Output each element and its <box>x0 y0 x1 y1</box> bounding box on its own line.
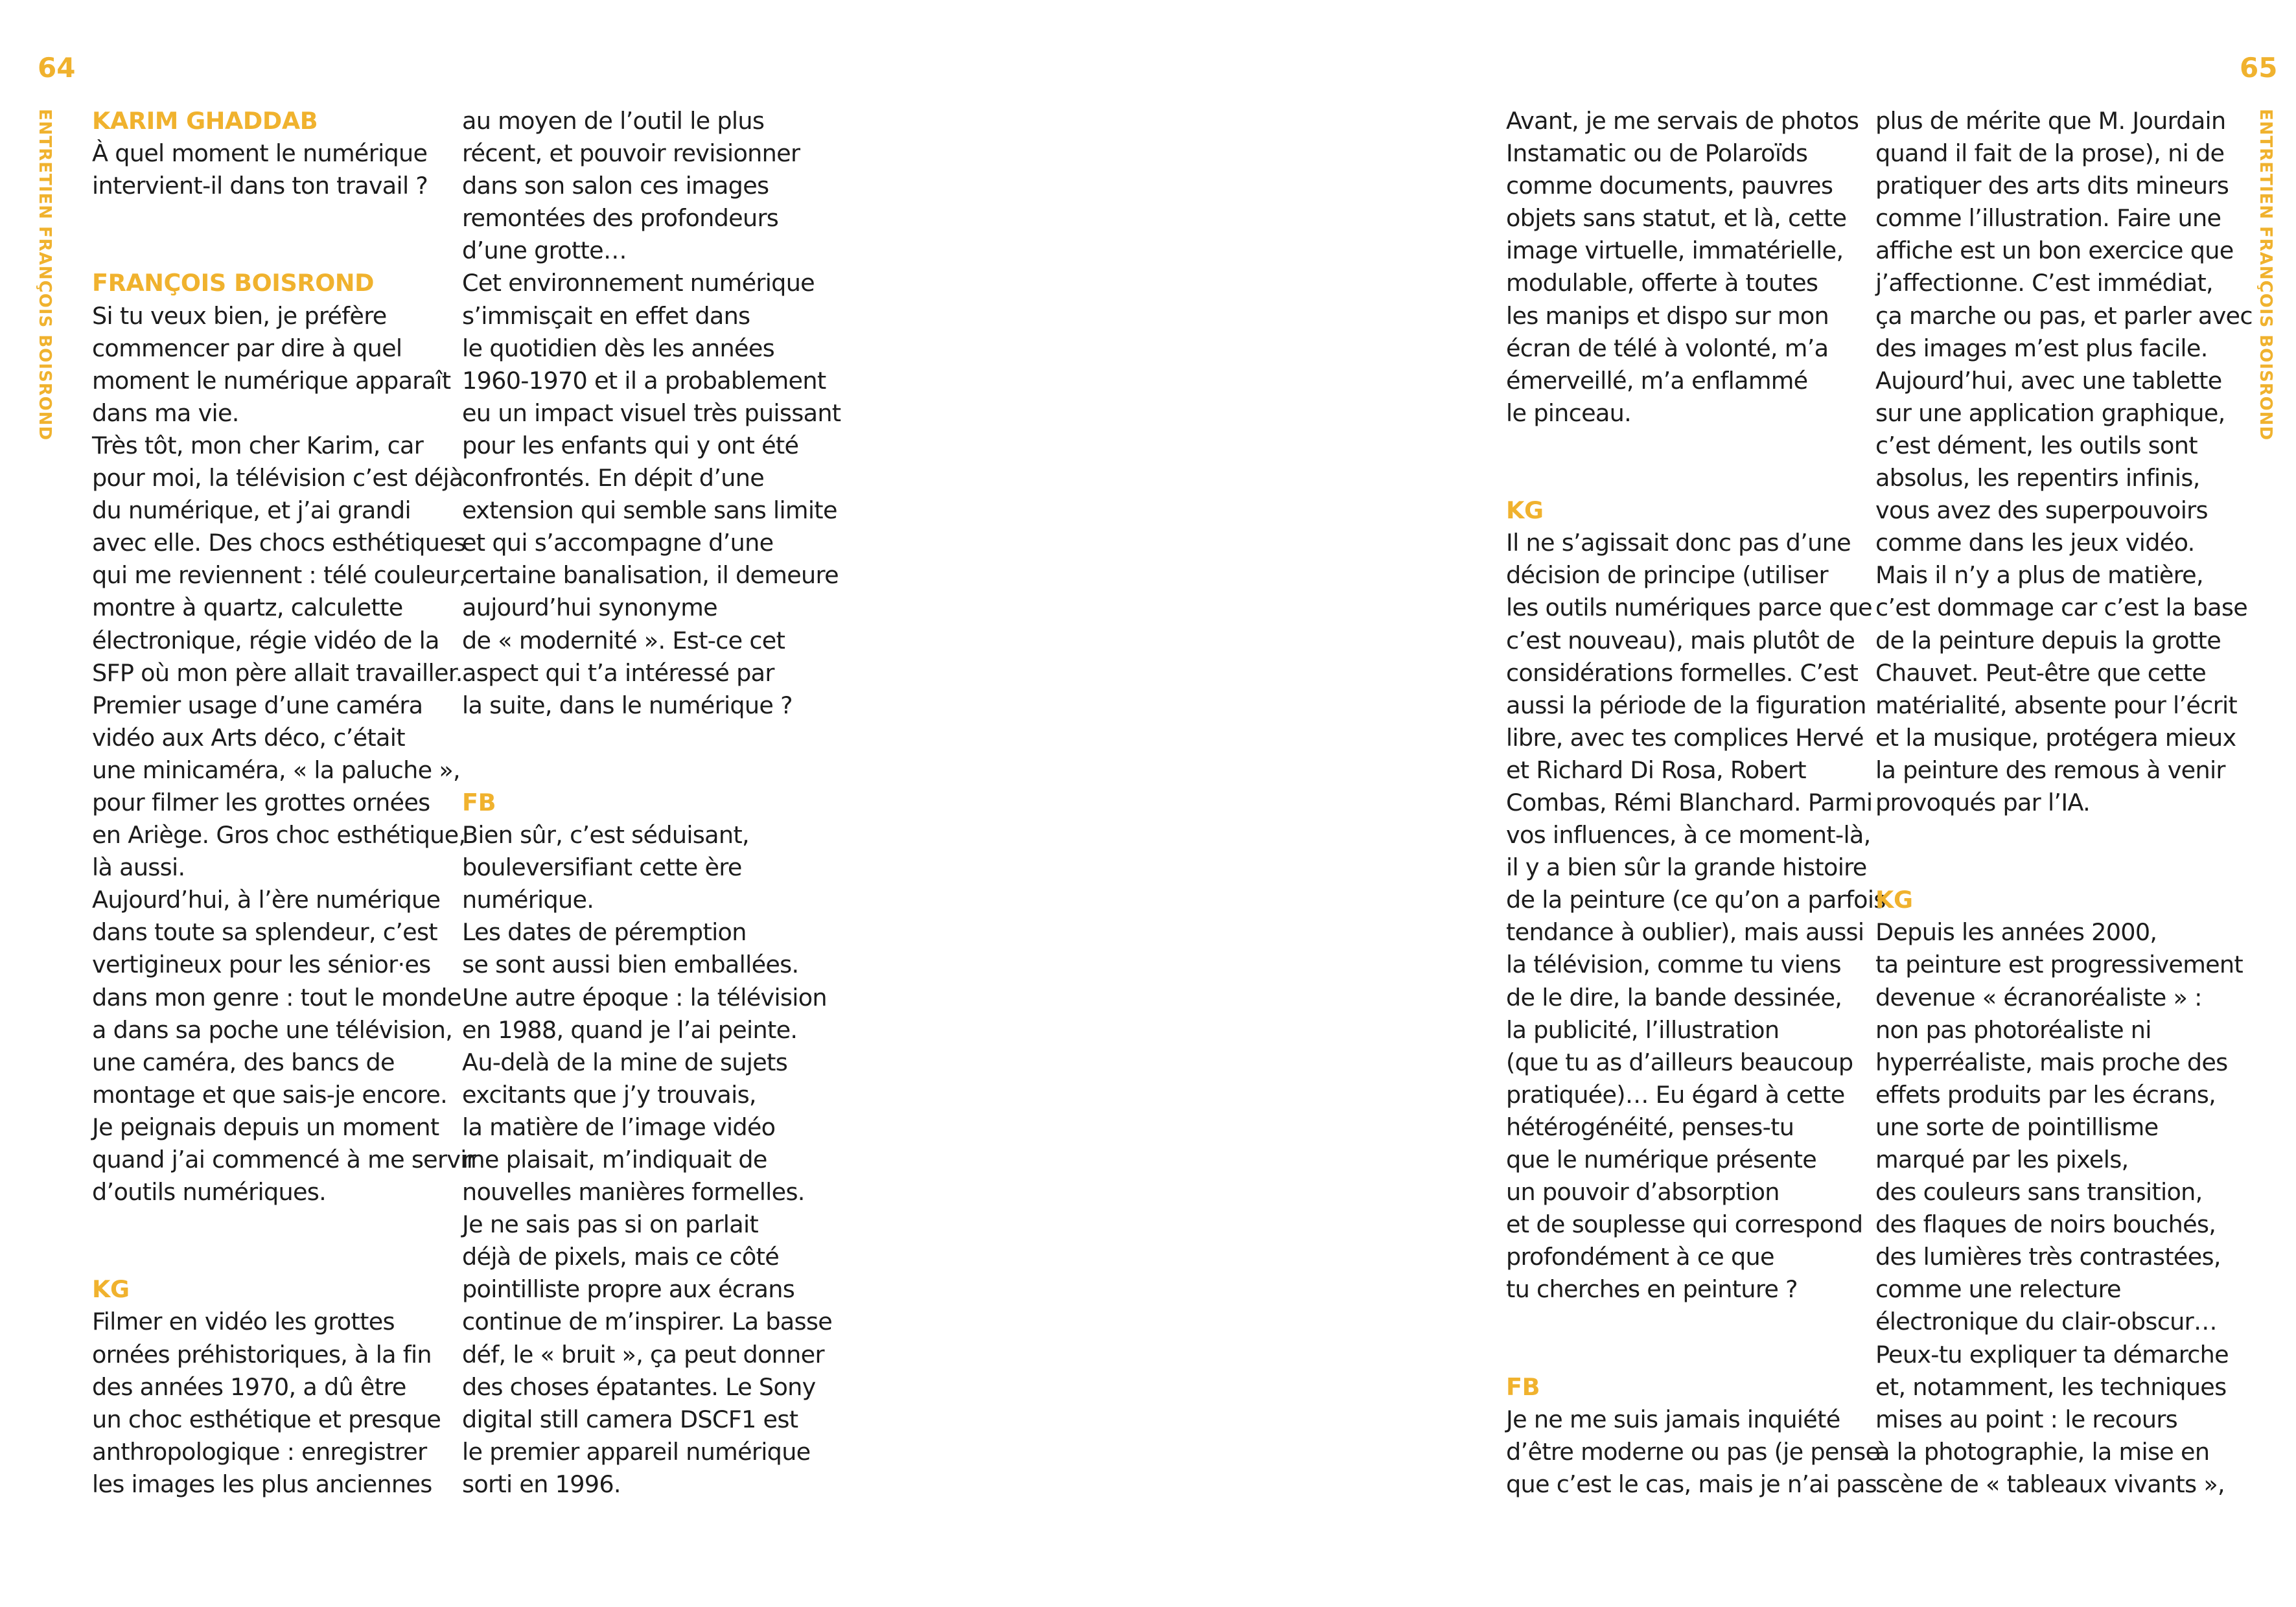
text-line: qui me reviennent : télé couleur, <box>92 561 467 590</box>
text-line: commencer par dire à quel <box>92 334 402 362</box>
text-line: Si tu veux bien, je préfère <box>92 301 387 330</box>
text-line: là aussi. <box>92 853 185 882</box>
text-line: scène de « tableaux vivants », <box>1875 1470 2225 1498</box>
text-line: vidéo aux Arts déco, c’était <box>92 723 405 752</box>
text-column-4 <box>1875 105 2253 1501</box>
text-line: objets sans statut, et là, cette <box>1506 204 1847 233</box>
text-line: les manips et dispo sur mon <box>1506 301 1829 330</box>
text-line: pratiquée)… Eu égard à cette <box>1506 1080 1845 1109</box>
text-line: ornées préhistoriques, à la fin <box>92 1340 432 1369</box>
text-line: ta peinture est progressivement <box>1875 951 2244 979</box>
text-line: plus de mérite que M. Jourdain <box>1875 107 2226 135</box>
text-line: effets produits par les écrans, <box>1875 1080 2216 1109</box>
text-line: en Ariège. Gros choc esthétique, <box>92 821 466 850</box>
text-line: une sorte de pointillisme <box>1875 1113 2159 1141</box>
text-line: la peinture des remous à venir <box>1875 756 2225 784</box>
text-line: dans son salon ces images <box>462 172 769 200</box>
text-line: Chauvet. Peut-être que cette <box>1875 658 2206 687</box>
text-line: c’est dommage car c’est la base <box>1875 594 2248 622</box>
text-line: récent, et pouvoir revisionner <box>462 139 800 168</box>
text-line: se sont aussi bien emballées. <box>462 951 799 979</box>
text-line: vos influences, à ce moment-là, <box>1506 821 1871 850</box>
text-line: le premier appareil numérique <box>462 1437 811 1466</box>
text-line: que le numérique présente <box>1506 1146 1817 1173</box>
text-line: absolus, les repentirs infinis, <box>1875 464 2200 492</box>
text-line: écran de télé à volonté, m’a <box>1506 334 1829 362</box>
text-line: Premier usage d’une caméra <box>92 691 423 719</box>
text-line: électronique du clair-obscur… <box>1875 1308 2217 1336</box>
paragraph-gap <box>1875 819 2253 884</box>
page-number-right: 65 <box>2240 52 2278 84</box>
text-line: Les dates de péremption <box>462 918 747 947</box>
paragraph-gap <box>1506 1306 1886 1370</box>
text-line: de la peinture depuis la grotte <box>1875 626 2221 654</box>
text-column-2 <box>462 105 841 1501</box>
text-line: de le dire, la bande dessinée, <box>1506 983 1842 1012</box>
speaker-label: FRANÇOIS BOISROND <box>92 269 375 297</box>
text-line: sur une application graphique, <box>1875 399 2225 427</box>
paragraph-gap <box>462 722 841 787</box>
text-line: la suite, dans le numérique ? <box>462 691 793 719</box>
text-line: il y a bien sûr la grande histoire <box>1506 853 1867 882</box>
text-line: le quotidien dès les années <box>462 334 774 362</box>
text-line: numérique. <box>462 886 594 914</box>
text-line: pour filmer les grottes ornées <box>92 788 430 816</box>
running-head-left: ENTRETIEN FRANÇOIS BOISROND <box>35 109 54 441</box>
text-line: certaine banalisation, il demeure <box>462 561 839 590</box>
text-line: quand il fait de la prose), ni de <box>1875 139 2225 168</box>
text-line: modulable, offerte à toutes <box>1506 269 1818 297</box>
text-line: d’être moderne ou pas (je pense <box>1506 1437 1880 1466</box>
text-line: et Richard Di Rosa, Robert <box>1506 756 1806 784</box>
text-line: une minicaméra, « la paluche », <box>92 756 460 784</box>
speaker-label: KG <box>92 1275 130 1304</box>
text-line: ça marche ou pas, et parler avec <box>1875 301 2253 330</box>
text-line: sorti en 1996. <box>462 1470 621 1498</box>
text-line: (que tu as d’ailleurs beaucoup <box>1506 1048 1853 1076</box>
text-line: aspect qui t’a intéressé par <box>462 658 774 687</box>
text-line: avec elle. Des chocs esthétiques <box>92 529 466 557</box>
text-line: au moyen de l’outil le plus <box>462 107 765 135</box>
text-line: comme l’illustration. Faire une <box>1875 204 2221 233</box>
text-line: des choses épatantes. Le Sony <box>462 1372 816 1401</box>
text-line: des images m’est plus facile. <box>1875 334 2208 362</box>
text-line: provoqués par l’IA. <box>1875 788 2091 816</box>
text-line: un pouvoir d’absorption <box>1506 1178 1780 1207</box>
text-line: c’est dément, les outils sont <box>1875 431 2197 459</box>
text-line: dans ma vie. <box>92 399 239 427</box>
text-line: image virtuelle, immatérielle, <box>1506 237 1844 265</box>
text-line: Peux-tu expliquer ta démarche <box>1875 1340 2229 1369</box>
running-head-right: ENTRETIEN FRANÇOIS BOISROND <box>2256 109 2275 441</box>
text-line: en 1988, quand je l’ai peinte. <box>462 1015 798 1044</box>
text-line: Bien sûr, c’est séduisant, <box>462 821 749 850</box>
text-line: j’affectionne. C’est immédiat, <box>1875 269 2213 297</box>
text-line: comme une relecture <box>1875 1275 2121 1304</box>
text-line: et la musique, protégera mieux <box>1875 723 2236 752</box>
text-line: de « modernité ». Est-ce cet <box>462 626 785 654</box>
text-line: matérialité, absente pour l’écrit <box>1875 691 2238 719</box>
paragraph-gap <box>92 1208 476 1273</box>
text-line: pratiquer des arts dits mineurs <box>1875 172 2229 200</box>
text-line: des lumières très contrastées, <box>1875 1243 2221 1271</box>
text-line: d’une grotte… <box>462 237 627 265</box>
text-line: Je ne sais pas si on parlait <box>462 1210 759 1239</box>
text-line: à la photographie, la mise en <box>1875 1437 2210 1466</box>
text-line: tendance à oublier), mais aussi <box>1506 918 1864 947</box>
text-line: bouleversifiant cette ère <box>462 853 742 882</box>
text-line: les outils numériques parce que <box>1506 594 1872 622</box>
text-line: me plaisait, m’indiquait de <box>462 1146 767 1173</box>
text-line: SFP où mon père allait travailler. <box>92 658 463 687</box>
text-line: anthropologique : enregistrer <box>92 1437 427 1466</box>
text-line: la publicité, l’illustration <box>1506 1015 1780 1044</box>
text-line: Cet environnement numérique <box>462 269 815 297</box>
page-number-left: 64 <box>38 52 76 84</box>
text-line: du numérique, et j’ai grandi <box>92 496 411 525</box>
text-line: moment le numérique apparaît <box>92 366 451 395</box>
text-line: pour les enfants qui y ont été <box>462 431 799 459</box>
text-line: Une autre époque : la télévision <box>462 983 827 1012</box>
text-line: aujourd’hui synonyme <box>462 594 717 622</box>
text-line: 1960-1970 et il a probablement <box>462 366 826 395</box>
text-line: Depuis les années 2000, <box>1875 918 2157 947</box>
text-line: digital still camera DSCF1 est <box>462 1405 798 1433</box>
text-line: comme dans les jeux vidéo. <box>1875 529 2195 557</box>
text-line: un choc esthétique et presque <box>92 1405 441 1433</box>
text-line: intervient-il dans ton travail ? <box>92 172 428 200</box>
text-line: c’est nouveau), mais plutôt de <box>1506 626 1855 654</box>
text-line: marqué par les pixels, <box>1875 1146 2129 1173</box>
speaker-label: FB <box>462 788 496 816</box>
text-line: libre, avec tes complices Hervé <box>1506 723 1864 752</box>
text-line: des flaques de noirs bouchés, <box>1875 1210 2216 1239</box>
text-line: pointilliste propre aux écrans <box>462 1275 795 1304</box>
text-line: considérations formelles. C’est <box>1506 658 1859 687</box>
text-line: dans toute sa splendeur, c’est <box>92 918 437 947</box>
text-line: s’immisçait en effet dans <box>462 301 750 330</box>
text-line: À quel moment le numérique <box>92 139 428 168</box>
text-line: dans mon genre : tout le monde <box>92 983 461 1012</box>
text-line: décision de principe (utiliser <box>1506 561 1828 590</box>
text-line: mises au point : le recours <box>1875 1405 2178 1433</box>
text-line: Avant, je me servais de photos <box>1506 107 1859 135</box>
text-line: la matière de l’image vidéo <box>462 1113 776 1141</box>
text-line: Il ne s’agissait donc pas d’une <box>1506 529 1851 557</box>
text-line: montre à quartz, calculette <box>92 594 403 622</box>
text-line: les images les plus anciennes <box>92 1470 432 1498</box>
text-line: nouvelles manières formelles. <box>462 1178 805 1207</box>
text-line: Aujourd’hui, avec une tablette <box>1875 366 2222 395</box>
text-line: comme documents, pauvres <box>1506 172 1833 200</box>
text-line: extension qui semble sans limite <box>462 496 837 525</box>
text-line: Je ne me suis jamais inquiété <box>1506 1405 1840 1433</box>
text-line: Instamatic ou de Polaroïds <box>1506 139 1808 168</box>
text-line: d’outils numériques. <box>92 1178 327 1207</box>
text-line: déjà de pixels, mais ce côté <box>462 1243 780 1271</box>
text-line: le pinceau. <box>1506 399 1631 427</box>
text-line: quand j’ai commencé à me servir <box>92 1146 476 1173</box>
text-column-1 <box>92 105 476 1501</box>
text-column-3 <box>1506 105 1886 1501</box>
text-line: émerveillé, m’a enflammé <box>1506 366 1808 395</box>
text-line: des couleurs sans transition, <box>1875 1178 2203 1207</box>
text-line: et, notamment, les techniques <box>1875 1372 2227 1401</box>
text-line: électronique, régie vidéo de la <box>92 626 439 654</box>
speaker-label: KG <box>1875 886 1913 914</box>
text-line: des années 1970, a dû être <box>92 1372 406 1401</box>
text-line: remontées des profondeurs <box>462 204 779 233</box>
text-line: devenue « écranoréaliste » : <box>1875 983 2202 1012</box>
paragraph-gap <box>1506 430 1886 494</box>
paragraph-gap <box>92 202 476 267</box>
text-line: confrontés. En dépit d’une <box>462 464 765 492</box>
text-line: Aujourd’hui, à l’ère numérique <box>92 886 441 914</box>
text-line: tu cherches en peinture ? <box>1506 1275 1798 1304</box>
text-line: Mais il n’y a plus de matière, <box>1875 561 2203 590</box>
speaker-label: KARIM GHADDAB <box>92 107 318 135</box>
text-line: vous avez des superpouvoirs <box>1875 496 2208 525</box>
text-line: aussi la période de la figuration <box>1506 691 1866 719</box>
speaker-label: KG <box>1506 496 1544 525</box>
text-line: excitants que j’y trouvais, <box>462 1080 756 1109</box>
text-line: a dans sa poche une télévision, <box>92 1015 453 1044</box>
text-line: montage et que sais-je encore. <box>92 1080 448 1109</box>
text-line: déf, le « bruit », ça peut donner <box>462 1340 824 1369</box>
text-line: continue de m’inspirer. La basse <box>462 1308 833 1336</box>
text-line: la télévision, comme tu viens <box>1506 951 1841 979</box>
text-line: non pas photoréaliste ni <box>1875 1015 2151 1044</box>
text-line: affiche est un bon exercice que <box>1875 237 2234 265</box>
text-line: Au-delà de la mine de sujets <box>462 1048 788 1076</box>
text-line: que c’est le cas, mais je n’ai pas <box>1506 1470 1877 1498</box>
text-line: hyperréaliste, mais proche des <box>1875 1048 2228 1076</box>
text-line: hétérogénéité, penses-tu <box>1506 1113 1794 1141</box>
text-line: et qui s’accompagne d’une <box>462 529 774 557</box>
text-line: et de souplesse qui correspond <box>1506 1210 1863 1239</box>
text-line: profondément à ce que <box>1506 1243 1774 1271</box>
speaker-label: FB <box>1506 1372 1540 1401</box>
text-line: Combas, Rémi Blanchard. Parmi <box>1506 788 1873 816</box>
text-line: Filmer en vidéo les grottes <box>92 1308 395 1336</box>
text-line: eu un impact visuel très puissant <box>462 399 841 427</box>
text-line: vertigineux pour les sénior·es <box>92 951 431 979</box>
text-line: de la peinture (ce qu’on a parfois <box>1506 886 1886 914</box>
text-line: une caméra, des bancs de <box>92 1048 395 1076</box>
text-line: Très tôt, mon cher Karim, car <box>92 431 424 459</box>
text-line: pour moi, la télévision c’est déjà <box>92 464 463 492</box>
text-line: Je peignais depuis un moment <box>92 1113 439 1141</box>
